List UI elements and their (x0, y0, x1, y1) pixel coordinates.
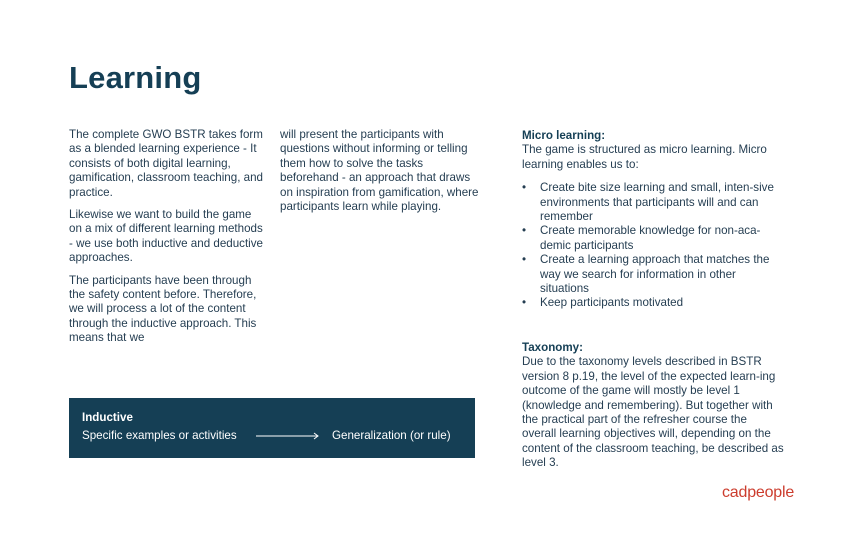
micro-learning-list (522, 181, 784, 311)
taxonomy-heading: Taxonomy: (522, 340, 583, 354)
page-title: Learning (69, 60, 202, 95)
list-item: • Create memorable knowledge for non-aca-demic participants (522, 224, 784, 253)
list-item: • Create a learning approach that matches the way we search for information in other situations (522, 253, 784, 296)
cadpeople-logo: cadpeople (722, 484, 795, 501)
paragraph-mix: Likewise we want to build the game on a mix of different learning methods - we use both inductive and deductive approaches. (69, 208, 263, 265)
list-item: • Keep participants motivated (522, 296, 784, 310)
inductive-box (69, 398, 475, 458)
inductive-box-general: Generalization (or rule) (332, 429, 451, 442)
paragraph-blended: The complete GWO BSTR takes form as a blended learning experience - It consists of both digital learning, gamification, classroom teaching, and practice. (69, 128, 263, 199)
inductive-box-specific: Specific examples or activities (82, 429, 237, 442)
paragraph-continued: will present the participants with questions without informing or telling them how to solve the tasks beforehand - an approach that draws on inspiration from gamification, where participants learn while playing. (280, 128, 479, 214)
taxonomy-text: Due to the taxonomy levels described in BSTR version 8 p.19, the level of the expected learn-ing outcome of the game will mostly be level 1 (knowledge and remembering). But together with the practical part of the refresher course the overall learning objectives will, depending on the content of the classroom teaching, be described as level 3. (522, 355, 784, 470)
column-middle (280, 128, 480, 222)
column-left (69, 128, 265, 354)
paragraph-inductive: The participants have been through the safety content before. Therefore, we will process a lot of the content through the inductive approach. This means that we (69, 273, 257, 345)
micro-learning-intro: The game is structured as micro learning. Micro learning enables us to: (522, 143, 767, 171)
arrow-right-icon (256, 432, 320, 440)
inductive-box-title: Inductive (82, 411, 133, 424)
micro-learning-heading: Micro learning: (522, 129, 606, 142)
list-item: • Create bite size learning and small, inten-sive environments that participants will and can remember (522, 181, 784, 224)
column-right (522, 129, 784, 471)
